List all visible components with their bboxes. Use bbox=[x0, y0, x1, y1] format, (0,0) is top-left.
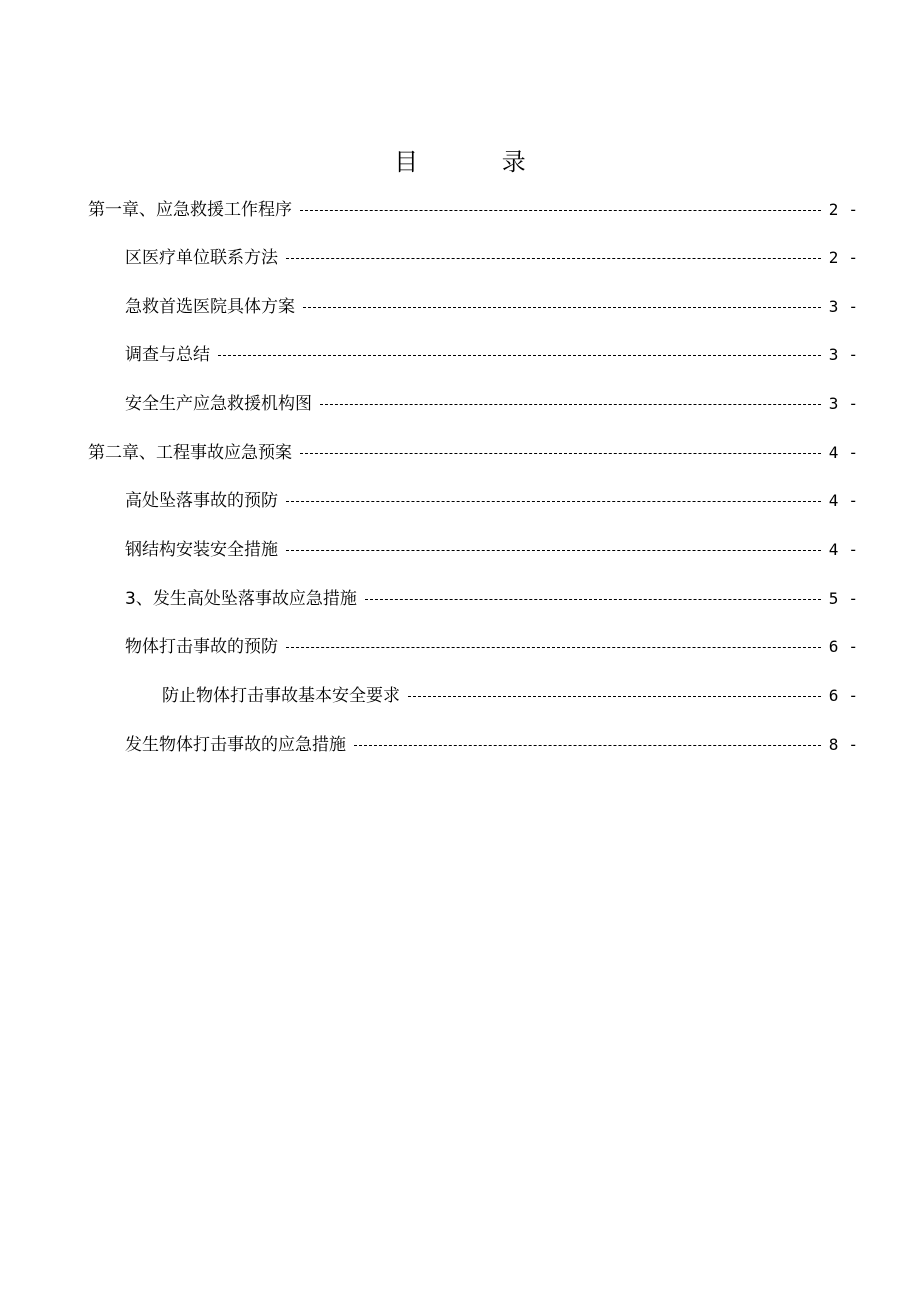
toc-entry[interactable] bbox=[125, 240, 858, 276]
toc-entry-page-suffix: - bbox=[848, 686, 858, 705]
toc-entry-page: 4 bbox=[828, 443, 839, 462]
toc-entry-page: 2 bbox=[828, 248, 839, 267]
toc-leader-dots bbox=[320, 404, 821, 406]
toc-entry-text: 物体打击事故的预防 bbox=[125, 637, 278, 657]
toc-entry-text: 第一章、应急救援工作程序 bbox=[88, 200, 292, 220]
toc-entry-page: 3 bbox=[828, 345, 839, 364]
toc-entry-text: 区医疗单位联系方法 bbox=[125, 248, 278, 268]
toc-leader-dots bbox=[286, 501, 821, 503]
toc-entry-page-suffix: - bbox=[848, 540, 858, 559]
toc-entry-page-suffix: - bbox=[848, 491, 858, 510]
toc-entry-text: 3、发生高处坠落事故应急措施 bbox=[125, 589, 357, 609]
toc-leader-dots bbox=[286, 258, 821, 260]
toc-entry[interactable] bbox=[125, 629, 858, 665]
toc-entry-page: 6 bbox=[828, 637, 839, 656]
toc-entry-page-suffix: - bbox=[848, 248, 858, 267]
toc-entry-page-suffix: - bbox=[848, 200, 858, 219]
toc-entry-page: 8 bbox=[828, 735, 839, 754]
toc-leader-dots bbox=[286, 647, 821, 649]
toc-entry-text: 高处坠落事故的预防 bbox=[125, 491, 278, 511]
toc-entry-page-suffix: - bbox=[848, 394, 858, 413]
toc-leader-dots bbox=[303, 307, 821, 309]
toc-entry-page-suffix: - bbox=[848, 443, 858, 462]
toc-entry-page-suffix: - bbox=[848, 345, 858, 364]
toc-leader-dots bbox=[300, 453, 821, 455]
toc-leader-dots bbox=[408, 696, 821, 698]
toc-title: 目 录 bbox=[394, 148, 564, 176]
toc-entry-text: 安全生产应急救援机构图 bbox=[125, 394, 312, 414]
toc-entry[interactable] bbox=[125, 483, 858, 519]
toc-leader-dots bbox=[300, 210, 821, 212]
toc-leader-dots bbox=[286, 550, 821, 552]
toc-entry[interactable] bbox=[125, 289, 858, 325]
toc-entry[interactable] bbox=[88, 192, 858, 228]
toc-leader-dots bbox=[218, 355, 821, 357]
toc-entry[interactable] bbox=[88, 435, 858, 471]
toc-entry[interactable] bbox=[162, 678, 858, 714]
toc-leader-dots bbox=[365, 599, 821, 601]
toc-entry-page: 3 bbox=[828, 394, 839, 413]
toc-entry-text: 防止物体打击事故基本安全要求 bbox=[162, 686, 400, 706]
toc-entry-page: 3 bbox=[828, 297, 839, 316]
toc-entry-page: 2 bbox=[828, 200, 839, 219]
toc-entry-page: 5 bbox=[828, 589, 839, 608]
toc-entry-page-suffix: - bbox=[848, 637, 858, 656]
toc-entry[interactable] bbox=[125, 581, 858, 617]
toc-entry[interactable] bbox=[125, 337, 858, 373]
toc-entry-page-suffix: - bbox=[848, 735, 858, 754]
toc-entry-page: 6 bbox=[828, 686, 839, 705]
toc-entry-text: 第二章、工程事故应急预案 bbox=[88, 443, 292, 463]
toc-entry-text: 发生物体打击事故的应急措施 bbox=[125, 735, 346, 755]
toc-entry[interactable] bbox=[125, 532, 858, 568]
toc-entry-page: 4 bbox=[828, 491, 839, 510]
toc-entry[interactable] bbox=[125, 727, 858, 763]
toc-entry-text: 钢结构安装安全措施 bbox=[125, 540, 278, 560]
toc-leader-dots bbox=[354, 745, 821, 747]
toc-entry-page-suffix: - bbox=[848, 297, 858, 316]
toc-entry-text: 急救首选医院具体方案 bbox=[125, 297, 295, 317]
toc-entry-page-suffix: - bbox=[848, 589, 858, 608]
toc-entry[interactable] bbox=[125, 386, 858, 422]
toc-entry-text: 调查与总结 bbox=[125, 345, 210, 365]
toc-entry-page: 4 bbox=[828, 540, 839, 559]
